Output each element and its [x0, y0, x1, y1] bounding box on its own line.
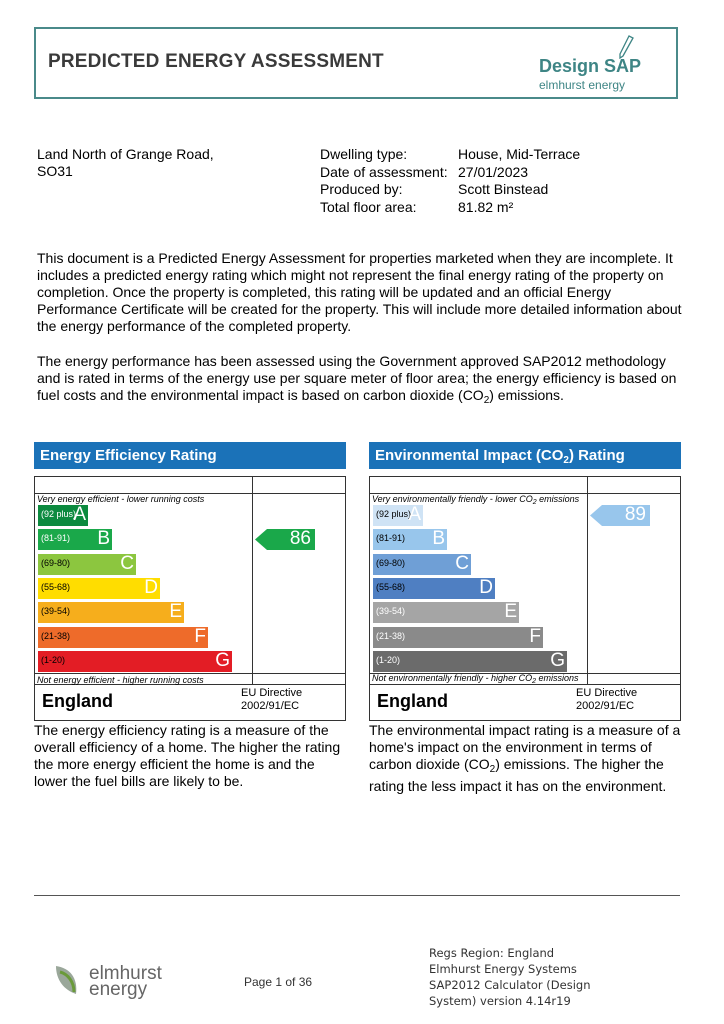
band-letter: G [215, 649, 230, 671]
info-row [320, 181, 580, 199]
energy-efficiency-title: Energy Efficiency Rating [34, 442, 346, 469]
info-value: Scott Binstead [458, 181, 549, 197]
info-row [320, 199, 580, 217]
note-text: Very environmentally friendly - lower CO [372, 494, 533, 504]
band-range-label: (39-54) [376, 606, 406, 617]
environmental-directive [576, 687, 637, 713]
band-letter: F [529, 625, 541, 647]
energy-efficiency-panel [34, 442, 346, 790]
info-value: 81.82 m² [458, 198, 514, 215]
rating-band-b [373, 529, 447, 550]
rating-band-f [38, 627, 208, 648]
efficiency-directive [241, 687, 302, 713]
environmental-bottom-note [372, 673, 579, 685]
band-range-label: (39-54) [41, 606, 71, 617]
address-line-2: SO31 [37, 163, 73, 179]
address-line-1: Land North of Grange Road, [37, 146, 214, 162]
footer-divider [34, 895, 680, 896]
band-range-label: (21-38) [41, 630, 71, 641]
design-sap-logo-text: Design SAP [539, 56, 642, 76]
elmhurst-energy-logo [89, 963, 162, 1000]
efficiency-chart [34, 476, 346, 685]
regs-line: System) version 4.14r19 [429, 994, 571, 1008]
rating-band-a [373, 505, 423, 526]
note-text: Not environmentally friendly - higher CO [372, 673, 533, 683]
rating-band-d [38, 578, 160, 599]
band-range-label: (1-20) [376, 654, 401, 665]
note-text-end: emissions [536, 494, 580, 504]
band-letter: F [194, 625, 206, 647]
band-range-label: (92 plus) [41, 509, 77, 519]
regs-line: SAP2012 Calculator (Design [429, 978, 591, 992]
band-letter: G [550, 649, 565, 671]
report-header [34, 27, 678, 99]
band-letter: A [73, 504, 86, 525]
logo-line-1: elmhurst [89, 963, 162, 984]
score-value: 86 [289, 528, 311, 550]
page-number: Page 1 of 36 [244, 975, 313, 989]
info-value: 27/01/2023 [458, 163, 529, 180]
env-desc-text: The environmental impact rating is a measure of a home's impact on the environment in terms of carbon dioxide (CO [369, 722, 681, 772]
env-desc-text-end: ) emissions. The higher the rating the less impact it has on the environment. [369, 756, 667, 794]
environmental-score-arrow [590, 505, 650, 526]
band-letter: C [455, 552, 469, 574]
band-range-label: (55-68) [41, 581, 71, 592]
band-range-label: (55-68) [376, 581, 406, 592]
info-label: Date of assessment: [320, 163, 448, 180]
methodology-paragraph [37, 353, 687, 409]
rating-band-c [38, 554, 136, 575]
intro-paragraph: This document is a Predicted Energy Assessment for properties marketed when they are incomplete. It includes a predicted energy rating which might not represent the final energy rating of the property on completion. Once the property is completed, this rating will be updated and an official Energy Performance Certificate will be created for the property. This will include more detailed information about the energy performance of the completed property. [37, 250, 682, 334]
band-letter: B [432, 528, 445, 550]
band-range-label: (21-38) [376, 630, 406, 641]
info-value: House, Mid-Terrace [458, 146, 581, 162]
methodology-text-end: ) emissions. [489, 387, 564, 403]
band-letter: C [120, 552, 134, 574]
note-subscript: 2 [532, 678, 536, 685]
band-letter: D [479, 576, 493, 598]
directive-line-1: EU Directive [576, 687, 638, 699]
logo-line-2: energy [89, 979, 148, 1000]
info-label: Dwelling type: [320, 146, 408, 162]
rating-band-e [38, 602, 184, 623]
rating-band-a [38, 505, 88, 526]
info-label: Produced by: [320, 181, 403, 197]
band-letter: A [408, 504, 421, 525]
band-letter: E [169, 601, 182, 623]
efficiency-bottom-note: Not energy efficient - higher running costs [37, 675, 204, 685]
environmental-country: England [377, 691, 448, 711]
band-range-label: (81-91) [376, 533, 406, 544]
efficiency-country: England [42, 691, 113, 711]
rating-band-d [373, 578, 495, 599]
note-subscript: 2 [532, 499, 537, 506]
environmental-footer-row [369, 685, 681, 721]
info-label: Total floor area: [320, 198, 417, 215]
band-letter: E [504, 601, 517, 623]
env-title-subscript: 2 [563, 455, 569, 466]
score-value: 89 [624, 504, 646, 525]
property-address [37, 146, 267, 180]
band-letter: B [97, 528, 110, 550]
elmhurst-leaf-icon [52, 962, 84, 998]
efficiency-top-note: Very energy efficient - lower running costs [37, 494, 205, 504]
env-title-text-end: ) Rating [568, 447, 625, 464]
rating-band-b [38, 529, 112, 550]
env-desc-subscript: 2 [489, 764, 496, 775]
info-row [320, 146, 580, 164]
band-range-label: (81-91) [41, 533, 71, 544]
regs-line: Elmhurst Energy Systems [429, 962, 577, 976]
environmental-description [369, 722, 681, 795]
environmental-impact-title [369, 442, 681, 469]
directive-line-1: EU Directive [241, 687, 303, 699]
pen-icon [616, 35, 634, 59]
elmhurst-energy-logo-subtext: elmhurst energy [539, 78, 626, 92]
regs-line: Regs Region: England [429, 946, 555, 960]
regs-info [429, 945, 590, 1009]
page-title: PREDICTED ENERGY ASSESSMENT [48, 51, 384, 72]
directive-line-2: 2002/91/EC [241, 700, 300, 712]
dwelling-info [320, 146, 580, 216]
band-range-label: (1-20) [41, 654, 66, 665]
environmental-impact-panel [369, 442, 681, 795]
band-range-label: (69-80) [376, 557, 406, 568]
rating-band-f [373, 627, 543, 648]
env-title-text: Environmental Impact (CO [375, 447, 564, 464]
note-text-end: emissions [535, 673, 579, 683]
info-row [320, 164, 580, 182]
efficiency-description: The energy efficiency rating is a measure of the overall efficiency of a home. The higher the rating the more energy efficient the home is and the lower the fuel bills are likely to be. [34, 722, 341, 789]
directive-line-2: 2002/91/EC [576, 700, 635, 712]
band-range-label: (69-80) [41, 557, 71, 568]
rating-band-g [38, 651, 232, 672]
rating-band-e [373, 602, 519, 623]
efficiency-score-arrow [255, 529, 315, 550]
efficiency-footer-row [34, 685, 346, 721]
band-range-label: (92 plus) [376, 509, 412, 519]
methodology-text: The energy performance has been assessed using the Government approved SAP2012 methodology and is rated in terms of the energy use per square meter of floor area; the energy efficiency is based on fuel costs and the environmental impact is based on carbon dioxide (CO [37, 353, 677, 403]
co2-subscript: 2 [483, 395, 490, 406]
rating-band-c [373, 554, 471, 575]
rating-band-g [373, 651, 567, 672]
environmental-chart [369, 476, 681, 685]
band-letter: D [144, 576, 158, 598]
